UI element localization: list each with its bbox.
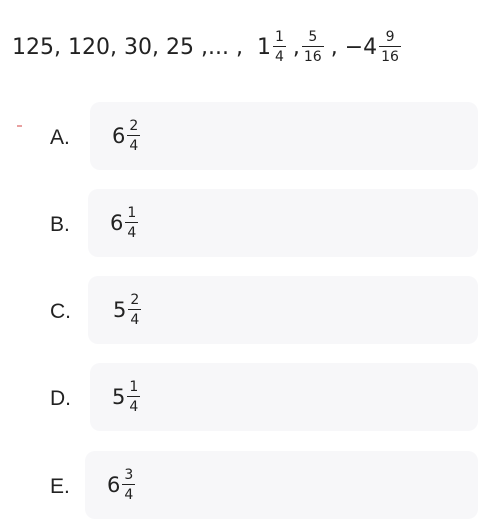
sequence-fraction: [300, 30, 324, 64]
whole-part: 6: [110, 211, 124, 235]
comma: ,: [285, 34, 300, 60]
sequence-term: 120: [68, 34, 110, 60]
numerator: 1: [274, 29, 284, 45]
numerator: 1: [127, 205, 137, 221]
question-sequence: [12, 22, 401, 72]
denominator: 4: [124, 487, 134, 503]
option-a-choice[interactable]: [90, 102, 478, 170]
option-letter: D.: [50, 387, 71, 410]
fraction: [379, 30, 401, 64]
fraction: [125, 206, 138, 240]
denominator: 4: [130, 312, 140, 328]
denominator: 4: [127, 225, 137, 241]
whole-part: 5: [113, 298, 127, 322]
sequence-fraction: [257, 30, 286, 64]
option-value: [107, 468, 135, 502]
comma: ,: [54, 34, 68, 60]
whole-part: 6: [107, 473, 121, 497]
sequence-term: 125: [12, 34, 54, 60]
comma: ,: [194, 34, 208, 60]
option-letter: B.: [50, 213, 70, 236]
comma: ,: [228, 34, 257, 60]
option-d-choice[interactable]: [90, 363, 478, 431]
option-letter: C.: [50, 300, 71, 323]
whole-part: −4: [344, 34, 378, 60]
sequence-ellipsis: ...: [208, 34, 229, 60]
numerator: 2: [130, 292, 140, 308]
fraction: [302, 30, 324, 64]
sequence-term: 25: [166, 34, 194, 60]
comma: ,: [152, 34, 166, 60]
whole-part: 1: [256, 34, 271, 60]
option-value: [113, 293, 141, 327]
option-value: [110, 206, 138, 240]
fraction: [127, 119, 140, 153]
comma: ,: [323, 34, 345, 60]
numerator: 3: [124, 467, 134, 483]
option-e-choice[interactable]: [85, 451, 478, 519]
option-letter: E.: [50, 475, 70, 498]
numerator: 2: [129, 118, 139, 134]
option-value: [112, 380, 140, 414]
denominator: 4: [129, 399, 139, 415]
fraction: [127, 380, 140, 414]
margin-mark: [17, 125, 22, 127]
option-value: [112, 119, 140, 153]
numerator: 1: [129, 379, 139, 395]
numerator: 5: [308, 29, 318, 45]
option-b-choice[interactable]: [88, 189, 478, 257]
sequence-fraction: [345, 30, 401, 64]
fraction: [273, 30, 286, 64]
option-letter: A.: [50, 126, 70, 149]
denominator: 4: [129, 138, 139, 154]
denominator: 16: [381, 49, 399, 65]
whole-part: 5: [112, 385, 126, 409]
denominator: 16: [303, 49, 322, 65]
whole-part: 6: [112, 124, 126, 148]
fraction: [122, 468, 135, 502]
comma: ,: [110, 34, 124, 60]
numerator: 9: [385, 29, 395, 45]
fraction: [128, 293, 141, 327]
option-c-choice[interactable]: [88, 276, 478, 344]
denominator: 4: [274, 49, 284, 65]
sequence-term: 30: [124, 34, 152, 60]
